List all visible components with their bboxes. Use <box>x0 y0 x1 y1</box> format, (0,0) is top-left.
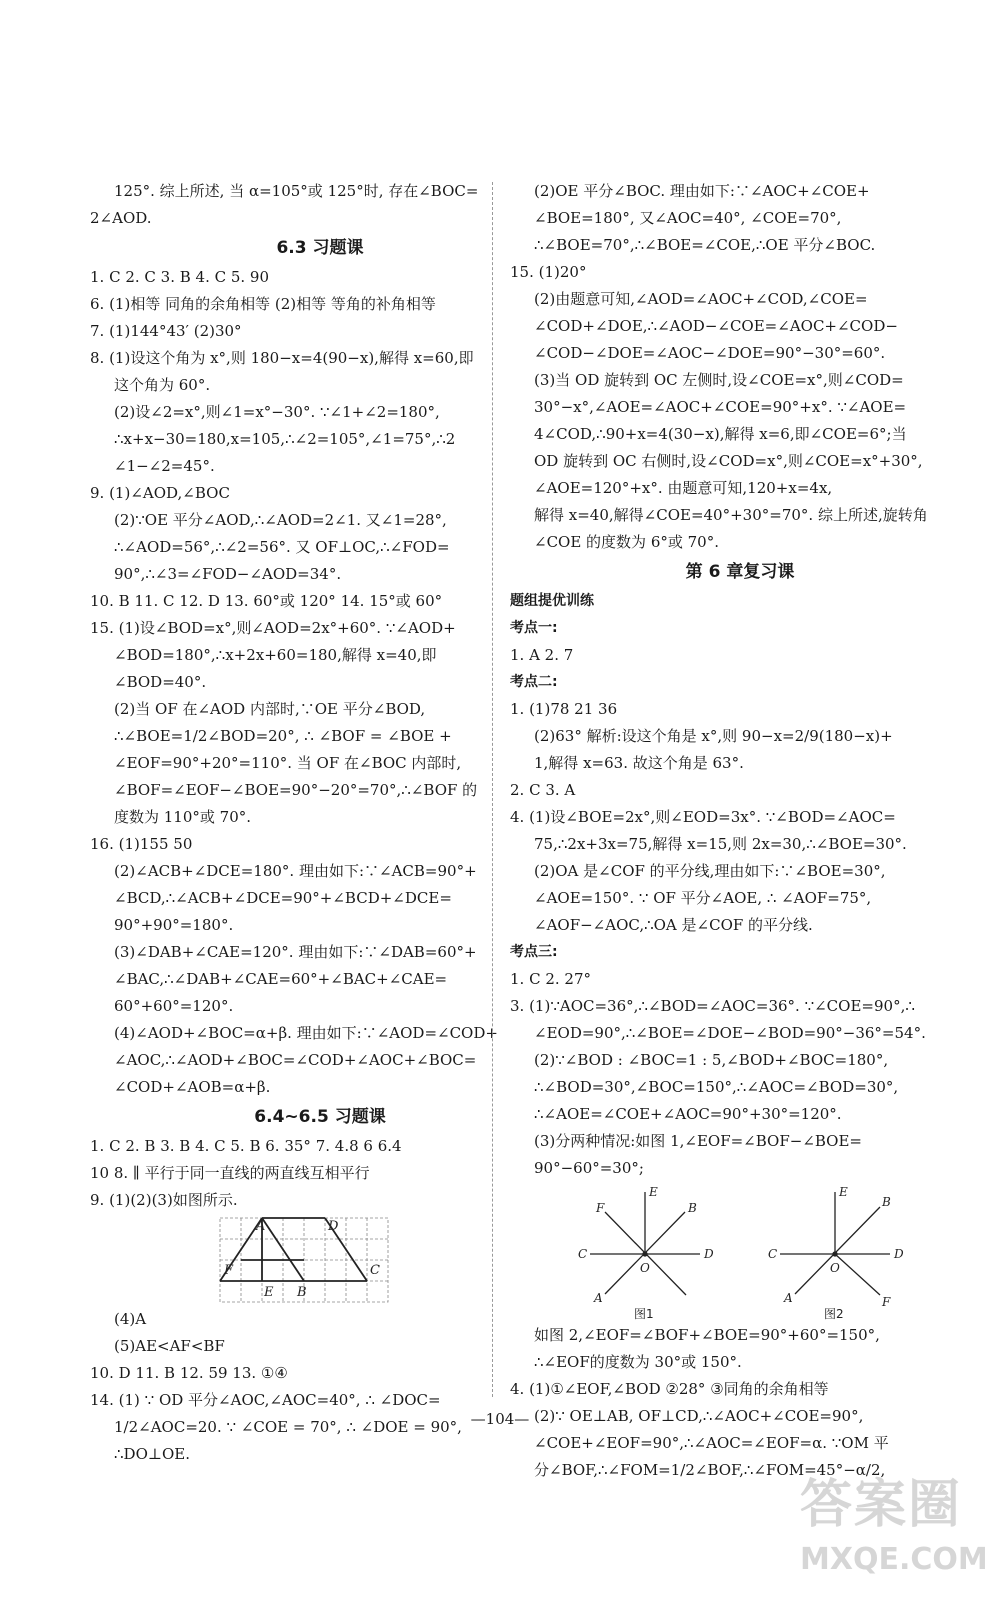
answer-line: 90°+90°=180°. <box>114 916 234 934</box>
answer-line: ∠BOE=180°, 又∠AOC=40°, ∠COE=70°, <box>534 209 842 227</box>
answer-line: ∠BAC,∴∠DAB+∠CAE=60°+∠BAC+∠CAE= <box>114 970 448 988</box>
answer-line: ∠COD+∠AOB=α+β. <box>114 1078 271 1096</box>
answer-line: 16. (1)155 50 <box>90 835 193 853</box>
answer-line: 10. D 11. B 12. 59 13. ①④ <box>90 1364 288 1382</box>
answer-line: 30°−x°,∠AOE=∠AOC+∠COE=90°+x°. ∵∠AOE= <box>534 398 907 416</box>
answer-line: ∠EOD=90°,∴∠BOE=∠DOE−∠BOD=90°−36°=54°. <box>534 1024 926 1042</box>
answer-line: ∠COD+∠DOE,∴∠AOD−∠COE=∠AOC+∠COD− <box>534 317 898 335</box>
fig2-label-f: F <box>882 1295 891 1309</box>
answer-line: ∠AOE=120°+x°. 由题意可知,120+x=4x, <box>534 479 833 497</box>
answer-line: 4. (1)设∠BOE=2x°,则∠EOD=3x°. ∵∠BOD=∠AOC= <box>510 808 896 826</box>
answer-line: 1. C 2. 27° <box>510 970 591 988</box>
subsection-label: 考点三: <box>510 944 558 960</box>
answer-line: (3)当 OD 旋转到 OC 左侧时,设∠COE=x°,则∠COD= <box>534 371 904 389</box>
answer-line: ∠AOE=150°. ∵ OF 平分∠AOE, ∴ ∠AOF=75°, <box>534 889 872 907</box>
answer-line: (2)63° 解析:设这个角是 x°,则 90−x=2/9(180−x)+ <box>534 727 893 745</box>
answer-line: 2. C 3. A <box>510 781 576 799</box>
answer-line: 10. B 11. C 12. D 13. 60°或 120° 14. 15°或 60° <box>90 592 443 610</box>
fig1-label-f: F <box>596 1201 605 1215</box>
answer-line: (2)∵OE 平分∠AOD,∴∠AOD=2∠1. 又∠1=28°, <box>114 511 447 529</box>
answer-line: ∠BOD=180°,∴x+2x+60=180,解得 x=40,即 <box>114 646 437 664</box>
right-column <box>510 178 970 1484</box>
answer-line: ∠AOC,∴∠AOD+∠BOC=∠COD+∠AOC+∠BOC= <box>114 1051 477 1069</box>
answer-line: ∴∠BOE=1/2∠BOD=20°, ∴ ∠BOF = ∠BOE + <box>114 727 452 745</box>
grid-figure <box>90 1214 550 1306</box>
subsection-label: 考点一: <box>510 620 558 636</box>
fig1-label-e: E <box>649 1185 658 1199</box>
answer-line: 1/2∠AOC=20. ∵ ∠COE = 70°, ∴ ∠DOE = 90°, <box>114 1418 462 1436</box>
answer-line: (2)OE 平分∠BOC. 理由如下:∵∠AOC+∠COE+ <box>534 182 870 200</box>
answer-line: (2)由题意可知,∠AOD=∠AOC+∠COD,∠COE= <box>534 290 868 308</box>
answer-line: OD 旋转到 OC 右侧时,设∠COD=x°,则∠COE=x°+30°, <box>534 452 923 470</box>
answer-line: 15. (1)设∠BOD=x°,则∠AOD=2x°+60°. ∵∠AOD+ <box>90 619 456 637</box>
answer-line: (5)AE<AF<BF <box>114 1337 225 1355</box>
answer-line: 7. (1)144°43′ (2)30° <box>90 322 242 340</box>
section-title: 6.4~6.5 习题课 <box>254 1107 386 1127</box>
fig2-caption: 图2 <box>824 1307 844 1321</box>
answer-line: 9. (1)∠AOD,∠BOC <box>90 484 230 502</box>
answer-line: (2)设∠2=x°,则∠1=x°−30°. ∵∠1+∠2=180°, <box>114 403 440 421</box>
fig2-label-o: O <box>830 1261 840 1275</box>
answer-line: 15. (1)20° <box>510 263 587 281</box>
answer-line: 4∠COD,∴90+x=4(30−x),解得 x=6,即∠COE=6°;当 <box>534 425 907 443</box>
answer-line: 60°+60°=120°. <box>114 997 234 1015</box>
answer-line: 度数为 110°或 70°. <box>114 808 252 826</box>
answer-line: 6. (1)相等 同角的余角相等 (2)相等 等角的补角相等 <box>90 295 436 313</box>
left-column <box>90 178 550 1468</box>
page-number: —104— <box>470 1410 530 1428</box>
answer-line: (2)∵ OE⊥AB, OF⊥CD,∴∠AOC+∠COE=90°, <box>534 1407 864 1425</box>
answer-line: 分∠BOF,∴∠FOM=1/2∠BOF,∴∠FOM=45°−α/2, <box>534 1461 886 1479</box>
section-title: 6.3 习题课 <box>276 238 364 258</box>
grid-label-f: F <box>224 1263 234 1278</box>
answer-line: 75,∴2x+3x=75,解得 x=15,则 2x=30,∴∠BOE=30°. <box>534 835 907 853</box>
subsection-label: 考点二: <box>510 674 558 690</box>
watermark-logo <box>800 1470 990 1595</box>
answer-line: 125°. 综上所述, 当 α=105°或 125°时, 存在∠BOC= <box>114 182 479 200</box>
answer-line: 4. (1)①∠EOF,∠BOD ②28° ③同角的余角相等 <box>510 1380 829 1398</box>
answer-line: 1. (1)78 21 36 <box>510 700 618 718</box>
answer-line: 2∠AOD. <box>90 209 152 227</box>
answer-line: 14. (1) ∵ OD 平分∠AOC,∠AOC=40°, ∴ ∠DOC= <box>90 1391 441 1409</box>
answer-line: 1. C 2. C 3. B 4. C 5. 90 <box>90 268 270 286</box>
answer-line: ∴∠EOF的度数为 30°或 150°. <box>534 1353 742 1371</box>
answer-line: (2)∵∠BOD : ∠BOC=1 : 5,∠BOD+∠BOC=180°, <box>534 1051 889 1069</box>
answer-line: 8. (1)设这个角为 x°,则 180−x=4(90−x),解得 x=60,即 <box>90 349 474 367</box>
grid-label-a: A <box>256 1219 266 1234</box>
answer-line: 9. (1)(2)(3)如图所示. <box>90 1191 238 1209</box>
answer-line: (2)∠ACB+∠DCE=180°. 理由如下:∵∠ACB=90°+ <box>114 862 477 880</box>
answer-line: 1. A 2. 7 <box>510 646 574 664</box>
watermark-text: 答案圈 <box>800 1475 963 1535</box>
answer-line: 这个角为 60°. <box>114 376 211 394</box>
answer-line: (3)∠DAB+∠CAE=120°. 理由如下:∵∠DAB=60°+ <box>114 943 477 961</box>
answer-line: (2)当 OF 在∠AOD 内部时,∵OE 平分∠BOD, <box>114 700 426 718</box>
answer-line: 3. (1)∵AOC=36°,∴∠BOD=∠AOC=36°. ∵∠COE=90°,∴ <box>510 997 915 1015</box>
answer-line: 10 8. ∥ 平行于同一直线的两直线互相平行 <box>90 1164 370 1182</box>
answer-line: (3)分两种情况:如图 1,∠EOF=∠BOF−∠BOE= <box>534 1132 863 1150</box>
subsection-label: 题组提优训练 <box>510 593 594 609</box>
answer-line: ∴∠AOD=56°,∴∠2=56°. 又 OF⊥OC,∴∠FOD= <box>114 538 450 556</box>
answer-line: (4)A <box>114 1310 147 1328</box>
grid-label-d: D <box>328 1219 339 1234</box>
fig2-label-d: D <box>894 1247 904 1261</box>
answer-line: ∴∠BOD=30°,∠BOC=150°,∴∠AOC=∠BOD=30°, <box>534 1078 899 1096</box>
answer-line: ∠BCD,∴∠ACB+∠DCE=90°+∠BCD+∠DCE= <box>114 889 452 907</box>
grid-label-b: B <box>297 1285 307 1300</box>
answer-line: ∠1−∠2=45°. <box>114 457 215 475</box>
answer-line: ∠COE 的度数为 6°或 70°. <box>534 533 719 551</box>
watermark-url: MXQE.COM <box>800 1542 988 1577</box>
fig1-caption: 图1 <box>634 1307 654 1321</box>
answer-line: ∴∠AOE=∠COE+∠AOC=90°+30°=120°. <box>534 1105 842 1123</box>
answer-line: 90°,∴∠3=∠FOD−∠AOD=34°. <box>114 565 342 583</box>
answer-line: ∴x+x−30=180,x=105,∴∠2=105°,∠1=75°,∴2 <box>114 430 456 448</box>
answer-line: (4)∠AOD+∠BOC=α+β. 理由如下:∵∠AOD=∠COD+ <box>114 1024 498 1042</box>
answer-line: ∠AOF−∠AOC,∴OA 是∠COF 的平分线. <box>534 916 813 934</box>
grid-label-c: C <box>370 1263 380 1278</box>
answer-line: ∠EOF=90°+20°=110°. 当 OF 在∠BOC 内部时, <box>114 754 462 772</box>
answer-line: 1. C 2. B 3. B 4. C 5. B 6. 35° 7. 4.8 6 6.4 <box>90 1137 402 1155</box>
answer-line: ∴∠BOE=70°,∴∠BOE=∠COE,∴OE 平分∠BOC. <box>534 236 876 254</box>
answer-line: 解得 x=40,解得∠COE=40°+30°=70°. 综上所述,旋转角 <box>534 506 928 524</box>
answer-line: 1,解得 x=63. 故这个角是 63°. <box>534 754 744 772</box>
grid-label-e: E <box>264 1285 274 1300</box>
answer-line: 90°−60°=30°; <box>534 1159 644 1177</box>
column-divider <box>492 182 493 1397</box>
fig2-label-c: C <box>768 1247 778 1261</box>
fig1-label-c: C <box>578 1247 588 1261</box>
section-title: 第 6 章复习课 <box>685 562 795 582</box>
fig1-label-b: B <box>688 1201 697 1215</box>
fig1-label-d: D <box>704 1247 714 1261</box>
fig1-label-o: O <box>640 1261 650 1275</box>
answer-line: ∴DO⊥OE. <box>114 1445 190 1463</box>
answer-line: ∠COD−∠DOE=∠AOC−∠DOE=90°−30°=60°. <box>534 344 886 362</box>
angle-figures <box>510 1182 970 1322</box>
fig1-label-a: A <box>594 1291 603 1305</box>
fig2-label-a: A <box>784 1291 793 1305</box>
answer-line: (2)OA 是∠COF 的平分线,理由如下:∵∠BOE=30°, <box>534 862 886 880</box>
fig2-label-b: B <box>882 1195 891 1209</box>
fig2-label-e: E <box>839 1185 848 1199</box>
answer-line: ∠BOD=40°. <box>114 673 207 691</box>
answer-line: ∠BOF=∠EOF−∠BOE=90°−20°=70°,∴∠BOF 的 <box>114 781 478 799</box>
answer-line: 如图 2,∠EOF=∠BOF+∠BOE=90°+60°=150°, <box>534 1326 880 1344</box>
answer-line: ∠COE+∠EOF=90°,∴∠AOC=∠EOF=α. ∵OM 平 <box>534 1434 889 1452</box>
